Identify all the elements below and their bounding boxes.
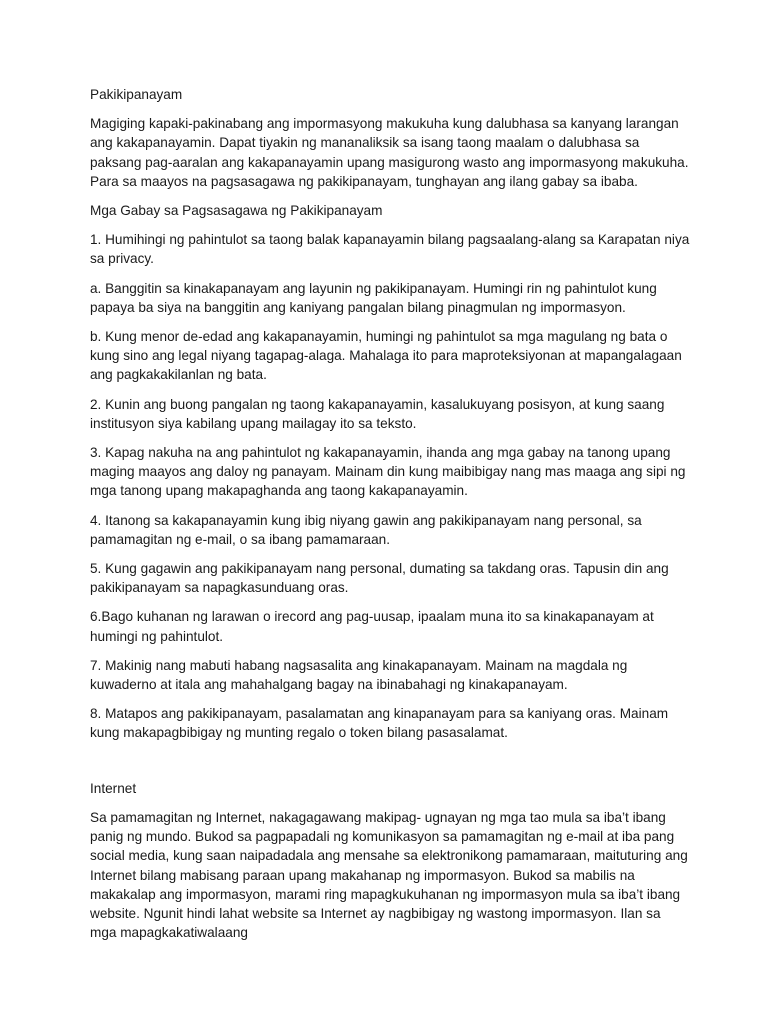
- guideline-item-6: 6.Bago kuhanan ng larawan o irecord ang pag-uusap, ipaalam muna ito sa kinakapanayam at humingi ng pahintulot.: [90, 609, 654, 644]
- guideline-item-4: 4. Itanong sa kakapanayamin kung ibig niyang gawin ang pakikipanayam nang personal, sa pamamagitan ng e-mail, o sa ibang pamamaraan.: [90, 512, 642, 547]
- guideline-item-1b: b. Kung menor de-edad ang kakapanayamin, humingi ng pahintulot sa mga magulang ng bata o kung sino ang legal niyang tagapag-alaga. Mahalaga ito para maproteksiyonan at mapangalagaan ang pagkakakilanlan ng bata.: [90, 329, 682, 383]
- section-title-pakikipanayam: Pakikipanayam: [90, 87, 183, 102]
- guideline-item-1: 1. Humihingi ng pahintulot sa taong balak kapanayamin bilang pagsaalang-alang sa Karapatan niya sa privacy.: [90, 232, 690, 267]
- guideline-item-2: 2. Kunin ang buong pangalan ng taong kakapanayamin, kasalukuyang posisyon, at kung saang institusyon siya kabilang upang mailagay ito sa teksto.: [90, 396, 665, 431]
- section-spacer: [90, 753, 690, 779]
- section-title-internet: Internet: [90, 780, 137, 796]
- internet-paragraph: Sa pamamagitan ng Internet, nakagagawang makipag- ugnayan ng mga tao mula sa iba’t ibang panig ng mundo. Bukod sa pagpapadali ng komunikasyon sa pamamagitan ng e-mail at iba pang social media, kung saan naipadadala ang mensahe sa elektronikong pamamaraan, maituturing ang Internet bilang mabisang paraan upang makahanap ng impormasyon. Bukod sa mabilis na makakalap ang impormasyon, marami ring mapagkukuhanan ng impormasyon mula sa iba’t ibang website. Ngunit hindi lahat website sa Internet ay nagbibigay ng wastong impormasyon. Ilan sa mga mapagkakatiwalaang: [90, 809, 688, 941]
- guideline-item-5: 5. Kung gagawin ang pakikipanayam nang personal, dumating sa takdang oras. Tapusin din ang pakikipanayam sa napagkasunduang oras.: [90, 561, 669, 596]
- intro-paragraph: Magiging kapaki-pakinabang ang impormasyong makukuha kung dalubhasa sa kanyang larangan ang kakapanayamin. Dapat tiyakin ng mananaliksik sa isang taong maalam o dalubhasa sa paksang pag-aaralan ang kakapanayamin upang masigurong wasto ang impormasyong makukuha. Para sa maayos na pagsasagawa ng pakikipanayam, tunghayan ang ilang gabay sa ibaba.: [90, 116, 689, 189]
- document-page: [90, 85, 690, 952]
- guideline-item-8: 8. Matapos ang pakikipanayam, pasalamatan ang kinapanayam para sa kaniyang oras. Mainam kung makapagbibigay ng munting regalo o token bilang pasasalamat.: [90, 706, 669, 741]
- guideline-item-3: 3. Kapag nakuha na ang pahintulot ng kakapanayamin, ihanda ang mga gabay na tanong upang maging maayos ang daloy ng panayam. Mainam din kung maibibigay nang mas maaga ang sipi ng mga tanong upang makapaghanda ang taong kakapanayamin.: [90, 445, 686, 499]
- guideline-item-1a: a. Banggitin sa kinakapanayam ang layunin ng pakikipanayam. Humingi rin ng pahintulot kung papaya ba siya na banggitin ang kaniyang pangalan bilang pinagmulan ng impormasyon.: [90, 280, 657, 315]
- guideline-item-7: 7. Makinig nang mabuti habang nagsasalita ang kinakapanayam. Mainam na magdala ng kuwaderno at itala ang mahahalgang bagay na ibinabahagi ng kinakapanayam.: [90, 657, 628, 693]
- guidelines-subtitle: Mga Gabay sa Pagsasagawa ng Pakikipanayam: [90, 203, 383, 219]
